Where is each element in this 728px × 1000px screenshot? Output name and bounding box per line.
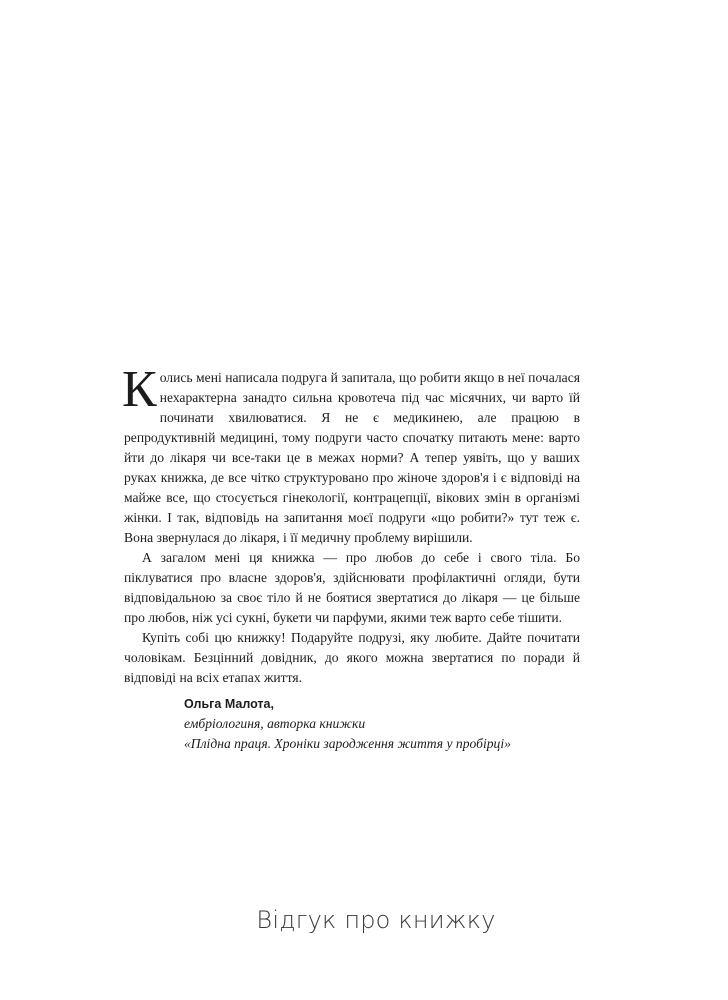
review-paragraph-2: А загалом мені ця книжка — про любов до себе і свого тіла. Бо піклуватися про власне здоров'я, здійснювати профілактичні огляди, бути відповідальною за своє тіло й не боятися звертатися до лікаря — це більше про любов, ніж усі сукні, букети чи парфуми, якими теж варто себе тішити. [124,550,580,625]
review-paragraph-1 [122,361,580,548]
review-paragraph-3: Купіть собі цю книжку! Подаруйте подрузі, яку любите. Дайте почитати чоловікам. Безцінний довідник, до якого можна звертатися по поради й відповіді на всіх етапах життя. [124,630,580,685]
paragraph-1-text: олись мені написала подруга й запитала, що робити якщо в неї почалася нехарактерна занадто сильна кровотеча під час місячних, чи варто їй починати хвилюватися. Я не є медикинею, але працюю в репродуктивній медицині, тому подруги часто спочатку питають мене: варто йти до лікаря чи все-таки це в межах норми? А тепер уявіть, що у ваших руках книжка, де все чітко структуровано про жіноче здоров'я і є відповіді на майже все, що стосується гінекології, контрацепції, вікових змін в організмі жінки. І так, відповідь на запитання моєї подруги «що робити?» тут теж є. Вона звернулася до лікаря, і її медичну проблему вирішили. [124,370,580,545]
section-title: Відгук про книжку [256,906,496,934]
review-text [122,361,580,688]
signature-block [184,694,584,754]
author-book-title: «Плідна праця. Хроніки зародження життя у пробірці» [184,736,511,751]
drop-cap: К [122,361,157,418]
author-role: ембріологиня, авторка книжки [184,716,366,731]
author-name: Ольга Малота, [184,697,274,711]
